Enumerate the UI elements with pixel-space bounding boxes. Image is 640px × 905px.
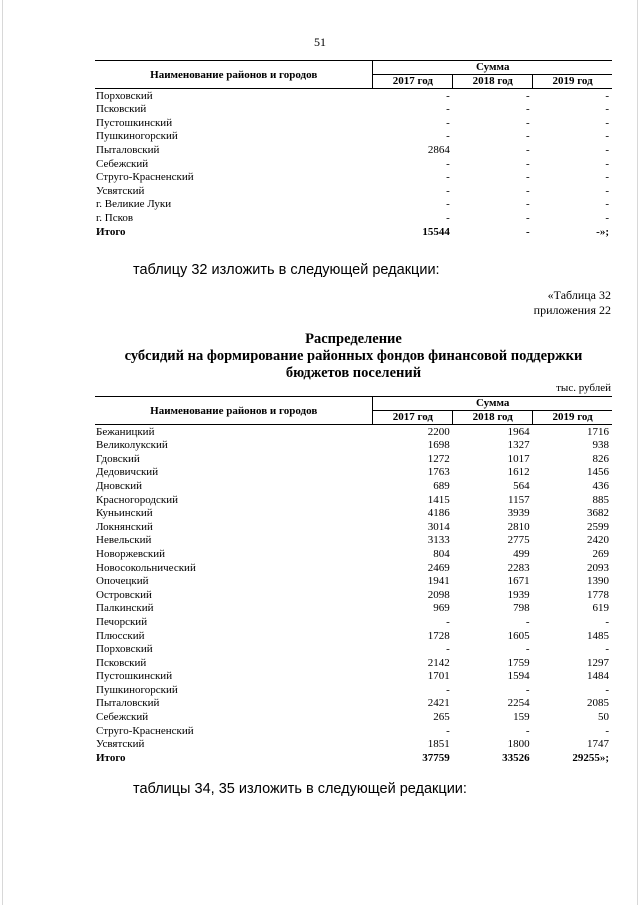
value-2018-cell: -: [525, 211, 530, 224]
table-row: [95, 171, 612, 185]
value-2017-cell: 3133: [427, 534, 450, 547]
value-2017-cell: 1272: [427, 452, 450, 465]
table-row: [95, 143, 612, 157]
value-2019-cell: 269: [592, 547, 609, 560]
value-2018-cell: 159: [513, 711, 530, 724]
row-name-cell: г. Псков: [96, 211, 134, 224]
row-name-cell: Итого: [96, 225, 126, 238]
value-2019-cell: 2599: [587, 520, 609, 533]
value-2019-cell: 1456: [587, 466, 609, 479]
table-row: [95, 211, 612, 225]
row-name-cell: Себежский: [96, 711, 149, 724]
value-2017-cell: 2864: [427, 143, 450, 156]
table-row: [95, 103, 612, 117]
table-row: [95, 198, 612, 212]
page-edge-left: [2, 0, 3, 905]
table-row: [95, 507, 612, 521]
value-2017-cell: 1701: [427, 670, 450, 683]
value-2019-cell: 1485: [587, 629, 609, 642]
value-2017-cell: -: [446, 116, 450, 129]
value-2018-cell: -: [525, 89, 530, 102]
table-row: [95, 710, 612, 724]
table-title: [95, 331, 612, 382]
value-2019-cell: 50: [598, 711, 609, 724]
row-name-cell: Пустошкинский: [96, 670, 173, 683]
value-2017-cell: -: [446, 184, 450, 197]
table-title-line-2: субсидий на формирование районных фондов финансовой поддержки: [124, 348, 583, 364]
table-row: [95, 439, 612, 453]
value-2018-cell: 2254: [507, 697, 530, 710]
value-2019-cell: -: [605, 198, 609, 211]
value-2019-cell: 2085: [587, 697, 609, 710]
column-header-2018: 2018 год: [453, 411, 533, 425]
table-row: [95, 493, 612, 507]
table-row: [95, 738, 612, 752]
value-2019-cell: -»;: [596, 225, 609, 238]
value-2018-cell: 1017: [507, 452, 530, 465]
value-2017-cell: 3014: [427, 520, 450, 533]
row-name-cell: Порховский: [96, 643, 153, 656]
value-2017-cell: -: [446, 643, 450, 656]
value-2017-cell: 37759: [422, 751, 450, 764]
row-name-cell: Красногородский: [96, 493, 179, 506]
value-2018-cell: 1605: [507, 629, 530, 642]
row-name-cell: Дновский: [96, 479, 143, 492]
column-header-sum: Сумма: [373, 397, 612, 411]
value-2018-cell: -: [525, 198, 530, 211]
value-2017-cell: 2469: [427, 561, 450, 574]
value-2018-cell: -: [525, 157, 530, 170]
value-2018-cell: 798: [513, 602, 530, 615]
row-name-cell: Пыталовский: [96, 697, 160, 710]
value-2019-cell: -: [605, 143, 609, 156]
value-2017-cell: -: [446, 89, 450, 102]
column-header-sum: Сумма: [373, 61, 612, 75]
table-row: [95, 89, 612, 103]
column-header-name: Наименование районов и городов: [95, 397, 373, 425]
table-total-row: [95, 225, 612, 239]
value-2018-cell: 2775: [507, 534, 530, 547]
row-name-cell: Себежский: [96, 157, 149, 170]
value-2019-cell: -: [605, 89, 609, 102]
table-row: [95, 724, 612, 738]
value-2018-cell: -: [525, 724, 530, 737]
value-2019-cell: -: [605, 103, 609, 116]
value-2019-cell: 1297: [587, 656, 609, 669]
value-2017-cell: 2142: [427, 656, 450, 669]
table-row: [95, 588, 612, 602]
row-name-cell: Струго-Красненский: [96, 724, 194, 737]
table-row: [95, 615, 612, 629]
table-title-line-1: Распределение: [305, 331, 402, 347]
table-row: [95, 561, 612, 575]
value-2017-cell: 1728: [427, 629, 450, 642]
row-name-cell: Новосокольнический: [96, 561, 196, 574]
value-2018-cell: 33526: [502, 751, 530, 764]
row-name-cell: Печорский: [96, 615, 148, 628]
value-2017-cell: -: [446, 130, 450, 143]
value-2017-cell: 2200: [427, 425, 450, 438]
row-name-cell: Порховский: [96, 89, 153, 102]
table-row: [95, 452, 612, 466]
value-2017-cell: 804: [433, 547, 450, 560]
value-2018-cell: 1327: [507, 439, 530, 452]
value-2019-cell: 3682: [587, 507, 609, 520]
table-row: [95, 520, 612, 534]
value-2018-cell: 1612: [507, 466, 530, 479]
table-row: [95, 116, 612, 130]
table-row: [95, 466, 612, 480]
value-2019-cell: -: [605, 184, 609, 197]
value-2017-cell: 1415: [427, 493, 450, 506]
instruction-paragraph-1: таблицу 32 изложить в следующей редакции:: [133, 262, 440, 278]
value-2018-cell: 2810: [507, 520, 530, 533]
table-caption: [534, 288, 611, 318]
value-2019-cell: -: [605, 130, 609, 143]
table-row: [95, 575, 612, 589]
value-2017-cell: -: [446, 724, 450, 737]
value-2017-cell: 265: [433, 711, 450, 724]
table-row: [95, 629, 612, 643]
row-name-cell: Пыталовский: [96, 143, 160, 156]
row-name-cell: Опочецкий: [96, 575, 149, 588]
value-2019-cell: -: [605, 724, 609, 737]
table-row: [95, 697, 612, 711]
value-2018-cell: -: [525, 143, 530, 156]
row-name-cell: Псковский: [96, 103, 147, 116]
value-2019-cell: 2420: [587, 534, 609, 547]
value-2019-cell: -: [605, 615, 609, 628]
value-2019-cell: 29255»;: [572, 751, 609, 764]
value-2017-cell: 969: [433, 602, 450, 615]
row-name-cell: Локнянский: [96, 520, 153, 533]
value-2019-cell: 885: [592, 493, 609, 506]
table-total-row: [95, 751, 612, 765]
row-name-cell: Усвятский: [96, 184, 145, 197]
value-2017-cell: 2421: [427, 697, 450, 710]
column-header-2017: 2017 год: [373, 411, 453, 425]
value-2019-cell: -: [605, 171, 609, 184]
table-row: [95, 656, 612, 670]
table-row: [95, 425, 612, 439]
column-header-name: Наименование районов и городов: [95, 61, 373, 89]
table-row: [95, 534, 612, 548]
row-name-cell: Псковский: [96, 656, 147, 669]
table-title-line-3: бюджетов поселений: [285, 365, 422, 381]
row-name-cell: Великолукский: [96, 439, 168, 452]
value-2018-cell: -: [525, 184, 530, 197]
value-2017-cell: 689: [433, 479, 450, 492]
value-2018-cell: 1759: [507, 656, 530, 669]
row-name-cell: Новоржевский: [96, 547, 166, 560]
value-2018-cell: 2283: [507, 561, 530, 574]
row-name-cell: г. Великие Луки: [96, 198, 172, 211]
value-2017-cell: 4186: [427, 507, 450, 520]
value-2019-cell: -: [605, 157, 609, 170]
instruction-paragraph-2: таблицы 34, 35 изложить в следующей редакции:: [133, 781, 467, 797]
row-name-cell: Усвятский: [96, 738, 145, 751]
row-name-cell: Струго-Красненский: [96, 171, 194, 184]
value-2019-cell: -: [605, 683, 609, 696]
value-2017-cell: -: [446, 198, 450, 211]
value-2017-cell: 1763: [427, 466, 450, 479]
table-caption-number: «Таблица 32: [547, 288, 611, 302]
value-2018-cell: 1671: [507, 575, 530, 588]
value-2018-cell: 3939: [507, 507, 530, 520]
value-2019-cell: -: [605, 643, 609, 656]
row-name-cell: Итого: [96, 751, 126, 764]
value-2018-cell: 1800: [507, 738, 530, 751]
value-2018-cell: -: [525, 103, 530, 116]
value-2017-cell: 1698: [427, 439, 450, 452]
unit-label: тыс. рублей: [556, 382, 611, 394]
row-name-cell: Островский: [96, 588, 152, 601]
value-2017-cell: 1851: [427, 738, 450, 751]
row-name-cell: Гдовский: [96, 452, 140, 465]
value-2018-cell: 1964: [507, 425, 530, 438]
value-2017-cell: 1941: [427, 575, 450, 588]
value-2019-cell: 1390: [587, 575, 609, 588]
value-2019-cell: -: [605, 116, 609, 129]
value-2017-cell: -: [446, 171, 450, 184]
table-row: [95, 130, 612, 144]
table-row: [95, 479, 612, 493]
value-2017-cell: -: [446, 683, 450, 696]
value-2018-cell: -: [525, 130, 530, 143]
value-2018-cell: 499: [513, 547, 530, 560]
value-2019-cell: 1747: [587, 738, 609, 751]
value-2018-cell: -: [525, 643, 530, 656]
table-row: [95, 670, 612, 684]
table-subsidies-continued: [95, 60, 612, 239]
row-name-cell: Бежаницкий: [96, 425, 155, 438]
table-row: [95, 643, 612, 657]
value-2019-cell: 938: [592, 439, 609, 452]
value-2018-cell: -: [525, 171, 530, 184]
value-2017-cell: -: [446, 157, 450, 170]
table-row: [95, 602, 612, 616]
page-number: 51: [314, 35, 326, 49]
value-2018-cell: -: [525, 225, 530, 238]
column-header-2017: 2017 год: [373, 75, 453, 89]
value-2018-cell: 564: [513, 479, 530, 492]
value-2019-cell: 619: [592, 602, 609, 615]
row-name-cell: Палкинский: [96, 602, 154, 615]
value-2019-cell: 436: [592, 479, 609, 492]
value-2017-cell: 2098: [427, 588, 450, 601]
table-caption-appendix: приложения 22: [533, 303, 611, 317]
row-name-cell: Пушкиногорский: [96, 683, 178, 696]
row-name-cell: Невельский: [96, 534, 152, 547]
table-row: [95, 184, 612, 198]
value-2019-cell: 1716: [587, 425, 609, 438]
page-edge-right: [637, 0, 638, 905]
value-2019-cell: 1484: [587, 670, 609, 683]
value-2017-cell: 15544: [422, 225, 450, 238]
column-header-2019: 2019 год: [533, 411, 612, 425]
value-2019-cell: 2093: [587, 561, 609, 574]
value-2018-cell: 1939: [507, 588, 530, 601]
row-name-cell: Плюсский: [96, 629, 145, 642]
column-header-2019: 2019 год: [533, 75, 612, 89]
value-2018-cell: -: [525, 615, 530, 628]
value-2019-cell: -: [605, 211, 609, 224]
value-2019-cell: 826: [592, 452, 609, 465]
value-2018-cell: 1157: [508, 493, 530, 506]
value-2018-cell: -: [525, 683, 530, 696]
value-2017-cell: -: [446, 211, 450, 224]
value-2017-cell: -: [446, 103, 450, 116]
row-name-cell: Дедовичский: [96, 466, 159, 479]
row-name-cell: Куньинский: [96, 507, 153, 520]
row-name-cell: Пустошкинский: [96, 116, 173, 129]
row-name-cell: Пушкиногорский: [96, 130, 178, 143]
column-header-2018: 2018 год: [453, 75, 533, 89]
value-2017-cell: -: [446, 615, 450, 628]
table-row: [95, 157, 612, 171]
table-row: [95, 547, 612, 561]
value-2019-cell: 1778: [587, 588, 609, 601]
table-row: [95, 683, 612, 697]
table-32-subsidies: [95, 396, 612, 765]
value-2018-cell: 1594: [507, 670, 530, 683]
value-2018-cell: -: [525, 116, 530, 129]
